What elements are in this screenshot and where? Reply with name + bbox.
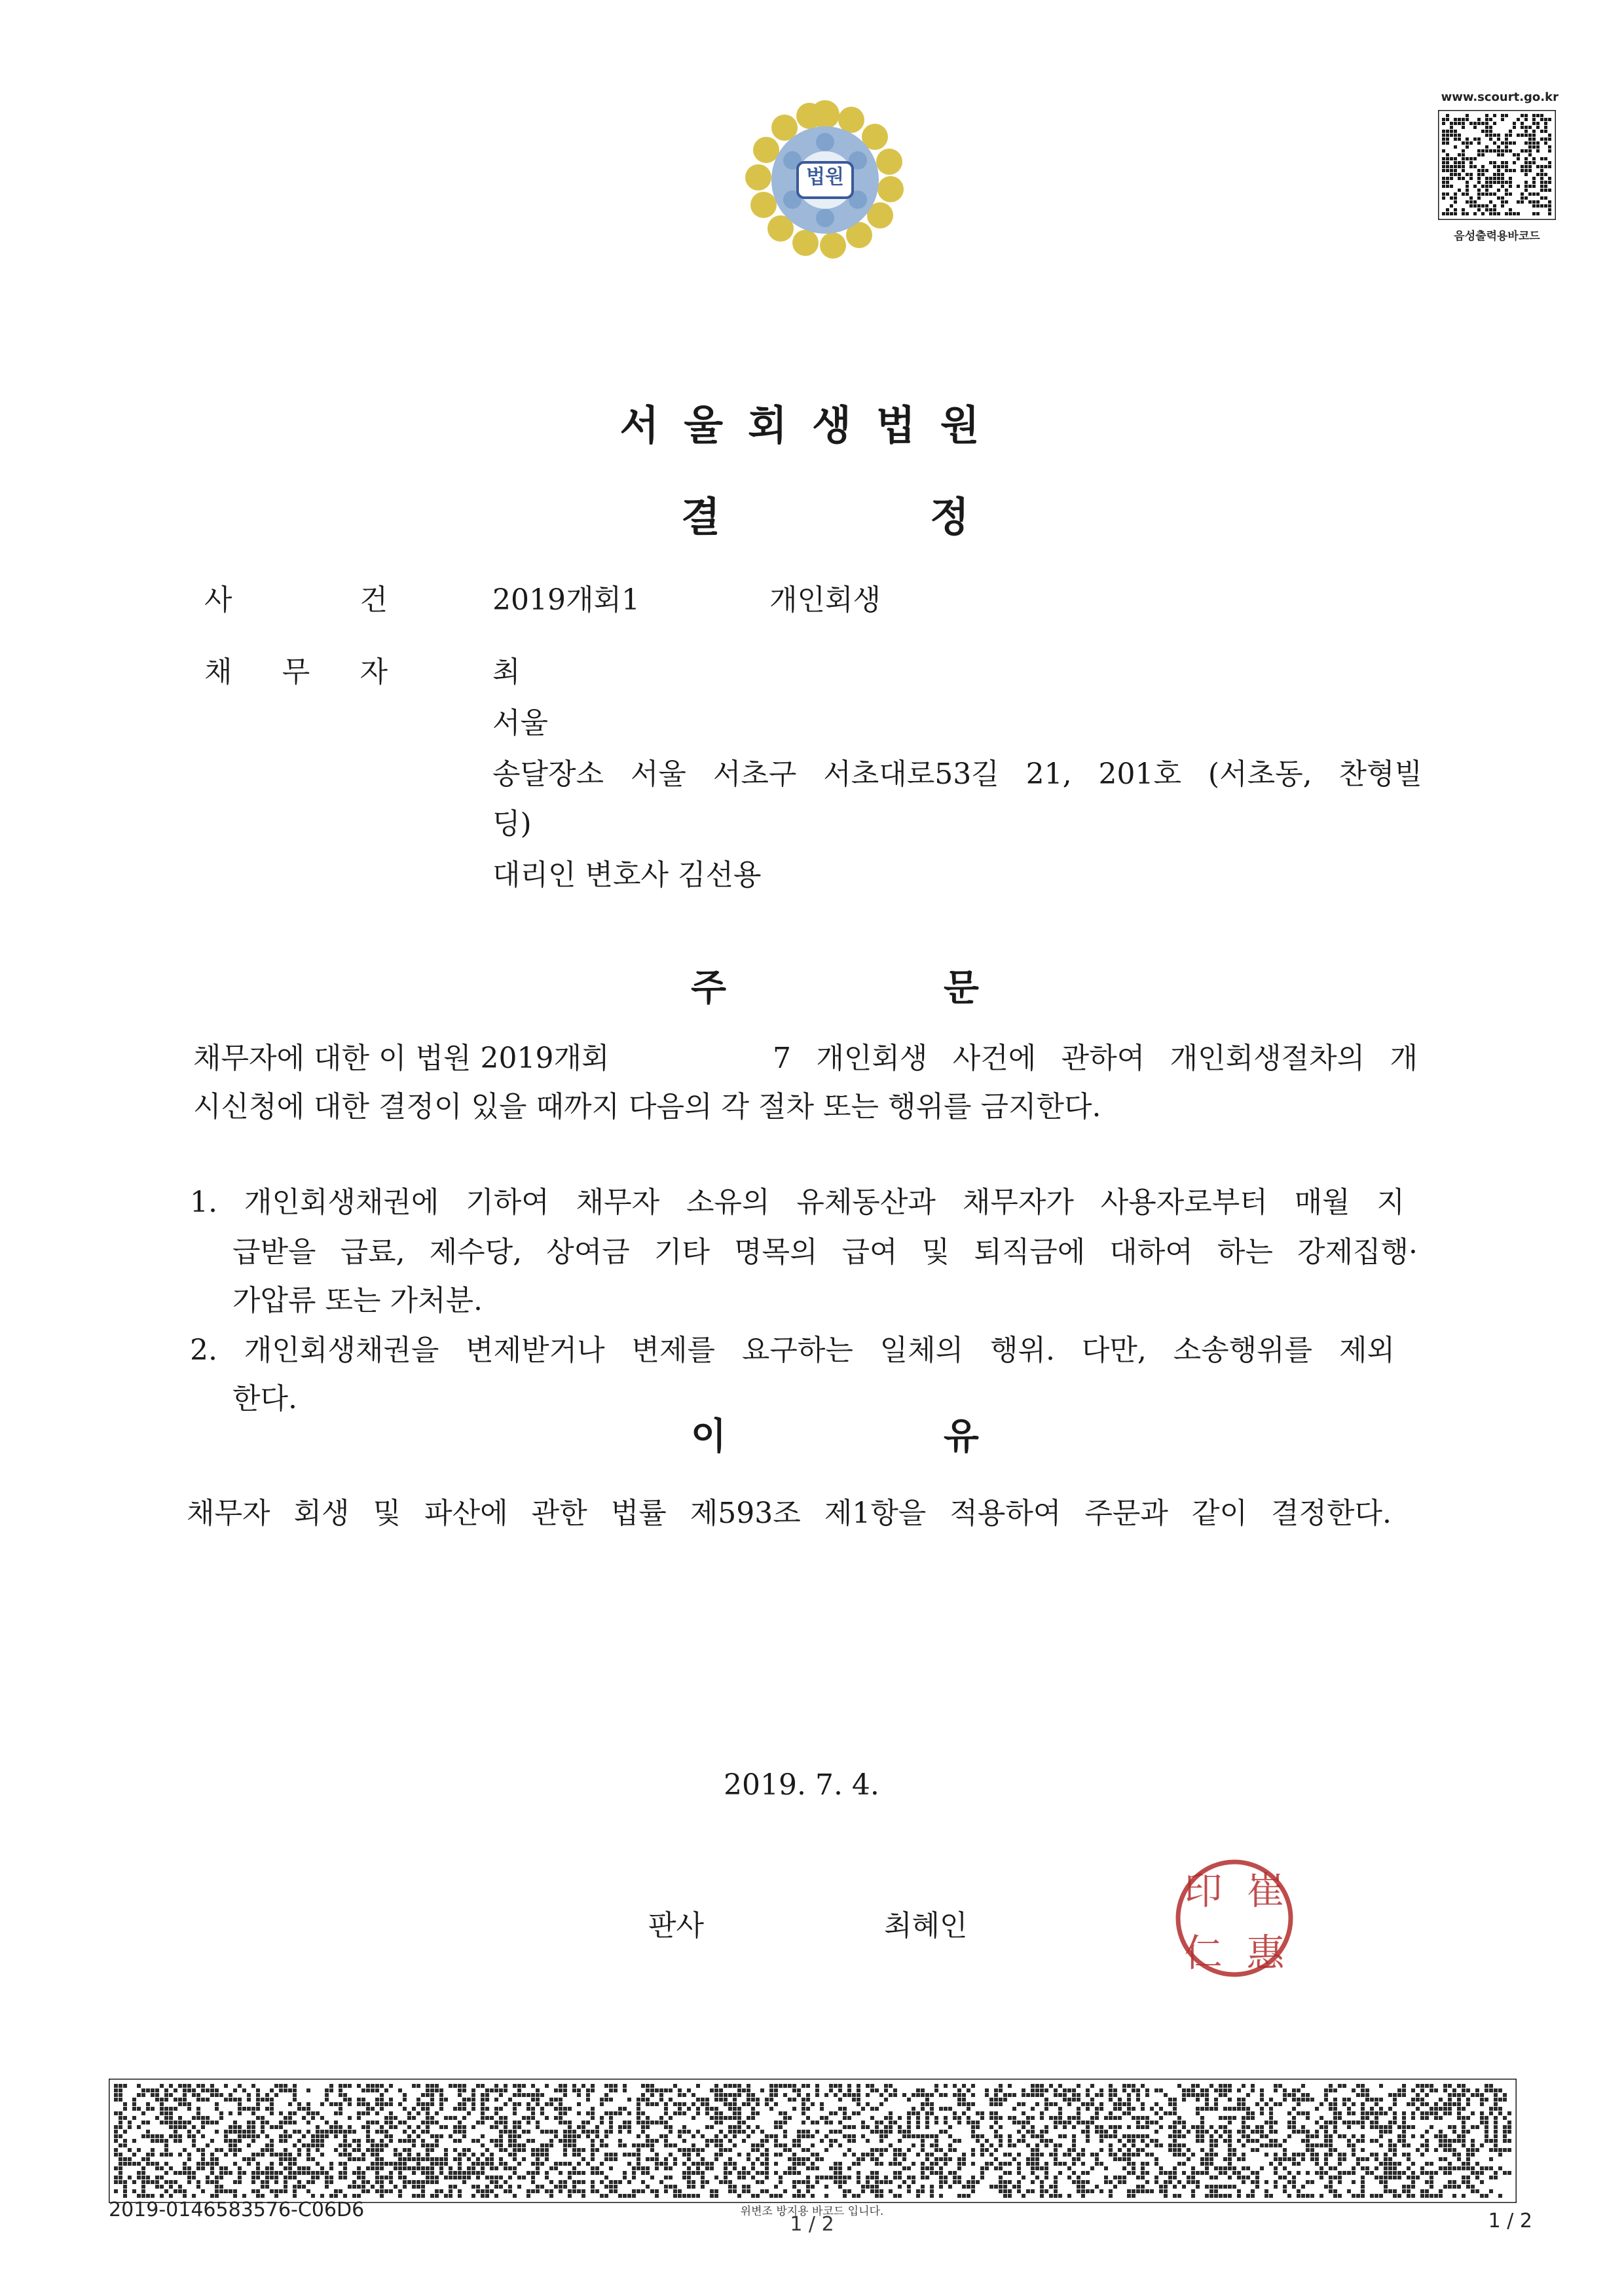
case-label-char: 사 — [204, 583, 232, 617]
order-heading-char: 문 — [943, 967, 979, 1010]
service-address-line: 딩) — [492, 807, 532, 841]
order-item-1-cont: 가압류 또는 가처분. — [232, 1284, 483, 1317]
document-type-title — [681, 484, 969, 543]
court-site-url: www.scourt.go.kr — [1441, 90, 1559, 104]
debtor-address: 서울 — [492, 706, 549, 740]
case-number: 2019개회1 — [492, 583, 640, 617]
order-item-1-cont: 급받을 급료, 제수당, 상여금 기타 명목의 급여 및 퇴직금에 대하여 하는 강제집행· — [232, 1235, 1418, 1269]
emblem-label: 법원 — [806, 166, 844, 189]
reason-text: 채무자 회생 및 파산에 관한 법률 제593조 제1항을 적용하여 주문과 같이 결정한다. — [187, 1497, 1392, 1530]
reason-heading-char: 유 — [943, 1415, 979, 1458]
judge-seal-glyphs: 印 崔 仁 惠 — [1184, 1868, 1285, 1975]
doc-type-char: 결 — [681, 493, 720, 541]
anti-forgery-barcode — [109, 2079, 1517, 2203]
qr-code-icon — [1438, 110, 1556, 220]
order-item-2: 2. 개인회생채권을 변제받거나 변제를 요구하는 일체의 행위. 다만, 소송행위를 제외 — [190, 1334, 1395, 1367]
order-intro-line: 시신청에 대한 결정이 있을 때까지 다음의 각 절차 또는 행위를 금지한다. — [193, 1090, 1101, 1123]
page-number-center: 1 / 2 — [790, 2213, 834, 2236]
debtor-name: 최 — [492, 655, 521, 689]
barcode-caption: 위변조 방지용 바코드 입니다. — [740, 2205, 884, 2218]
debtor-label — [204, 648, 388, 697]
debtor-label-char: 채 — [204, 655, 232, 689]
case-label-char: 건 — [360, 583, 388, 617]
qr-caption: 음성출력용바코드 — [1454, 230, 1540, 243]
case-label — [204, 576, 388, 625]
order-item-1: 1. 개인회생채권에 기하여 채무자 소유의 유체동산과 채무자가 사용자로부터 매월 지 — [190, 1186, 1405, 1219]
order-heading-char: 주 — [691, 967, 727, 1010]
judge-title: 판사 — [648, 1909, 705, 1942]
doc-type-char: 정 — [930, 493, 969, 541]
order-intro-line: 7 개인회생 사건에 관하여 개인회생절차의 개 — [773, 1042, 1418, 1075]
page-number-right: 1 / 2 — [1488, 2210, 1532, 2232]
order-heading — [691, 959, 979, 1011]
order-intro-line: 채무자에 대한 이 법원 2019개회 — [193, 1042, 610, 1075]
judge-name: 최혜인 — [884, 1909, 968, 1942]
case-type: 개인회생 — [769, 583, 881, 617]
decision-date: 2019. 7. 4. — [724, 1768, 879, 1802]
attorney: 대리인 변호사 김선용 — [492, 858, 762, 892]
debtor-label-char: 무 — [282, 655, 310, 689]
document-code: 2019-0146583576-C06D6 — [109, 2198, 365, 2221]
debtor-label-char: 자 — [360, 655, 388, 689]
court-name: 서울회생법원 — [619, 401, 1005, 449]
reason-heading-char: 이 — [691, 1415, 727, 1458]
order-item-2-cont: 한다. — [232, 1382, 297, 1415]
service-address-line: 송달장소 서울 서초구 서초대로53길 21, 201호 (서초동, 찬형빌 — [492, 757, 1422, 791]
reason-heading — [691, 1408, 979, 1460]
